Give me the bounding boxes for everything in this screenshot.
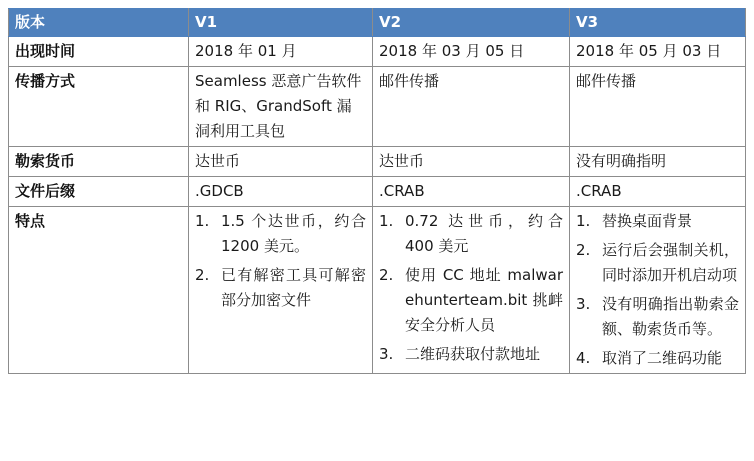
row-file-extension [9,177,746,207]
list-item [576,209,739,234]
list-item [195,209,366,259]
list-text: 取消了二维码功能 [602,349,723,367]
list-number: 3. [576,295,591,313]
list-number: 1. [379,212,394,230]
row-appear-time [9,37,746,67]
header-v2: V2 [373,9,570,37]
list-number: 2. [379,266,394,284]
ransomware-version-table [8,8,746,374]
header-version: 版本 [9,9,189,37]
cell-v1-features [189,207,373,374]
cell-v2: 达世币 [373,147,570,177]
row-features [9,207,746,374]
cell-v1: 2018 年 01 月 [189,37,373,67]
list-item [576,346,739,371]
cell-v2: 2018 年 03 月 05 日 [373,37,570,67]
list-item [576,292,739,342]
row-ransom-currency [9,147,746,177]
row-label: 特点 [9,207,189,374]
cell-v3-features [570,207,746,374]
cell-v3: 2018 年 05 月 03 日 [570,37,746,67]
row-label: 出现时间 [9,37,189,67]
row-label: 勒索货币 [9,147,189,177]
list-item [379,342,563,367]
list-number: 3. [379,345,394,363]
row-label: 文件后缀 [9,177,189,207]
list-text: 使用 CC 地址 malwarehunterteam.bit 挑衅安全分析人员 [405,266,563,334]
list-item [576,238,739,288]
list-text: 没有明确指出勒索金额、勒索货币等。 [602,295,739,338]
list-item [379,209,563,259]
list-number: 2. [195,266,210,284]
header-row [9,9,746,37]
feature-list [379,209,563,367]
cell-v3: 邮件传播 [570,67,746,147]
list-text: 1.5 个达世币，约合 1200 美元。 [221,212,366,255]
list-text: 替换桌面背景 [602,212,693,230]
list-number: 2. [576,241,591,259]
list-number: 1. [195,212,210,230]
cell-v3: .CRAB [570,177,746,207]
cell-v1: 达世币 [189,147,373,177]
list-text: 已有解密工具可解密部分加密文件 [221,266,366,309]
row-label: 传播方式 [9,67,189,147]
feature-list [195,209,366,313]
cell-v2: .CRAB [373,177,570,207]
list-number: 1. [576,212,591,230]
cell-v2: 邮件传播 [373,67,570,147]
feature-list [576,209,739,371]
list-text: 运行后会强制关机，同时添加开机启动项 [602,241,739,284]
cell-v3: 没有明确指明 [570,147,746,177]
header-v1: V1 [189,9,373,37]
cell-v1: .GDCB [189,177,373,207]
list-text: 二维码获取付款地址 [405,345,541,363]
list-item [379,263,563,338]
cell-v1: Seamless 恶意广告软件和 RIG、GrandSoft 漏洞利用工具包 [189,67,373,147]
cell-v2-features [373,207,570,374]
row-spread-method [9,67,746,147]
list-item [195,263,366,313]
list-number: 4. [576,349,591,367]
list-text: 0.72 达世币，约合 400 美元 [405,212,563,255]
header-v3: V3 [570,9,746,37]
